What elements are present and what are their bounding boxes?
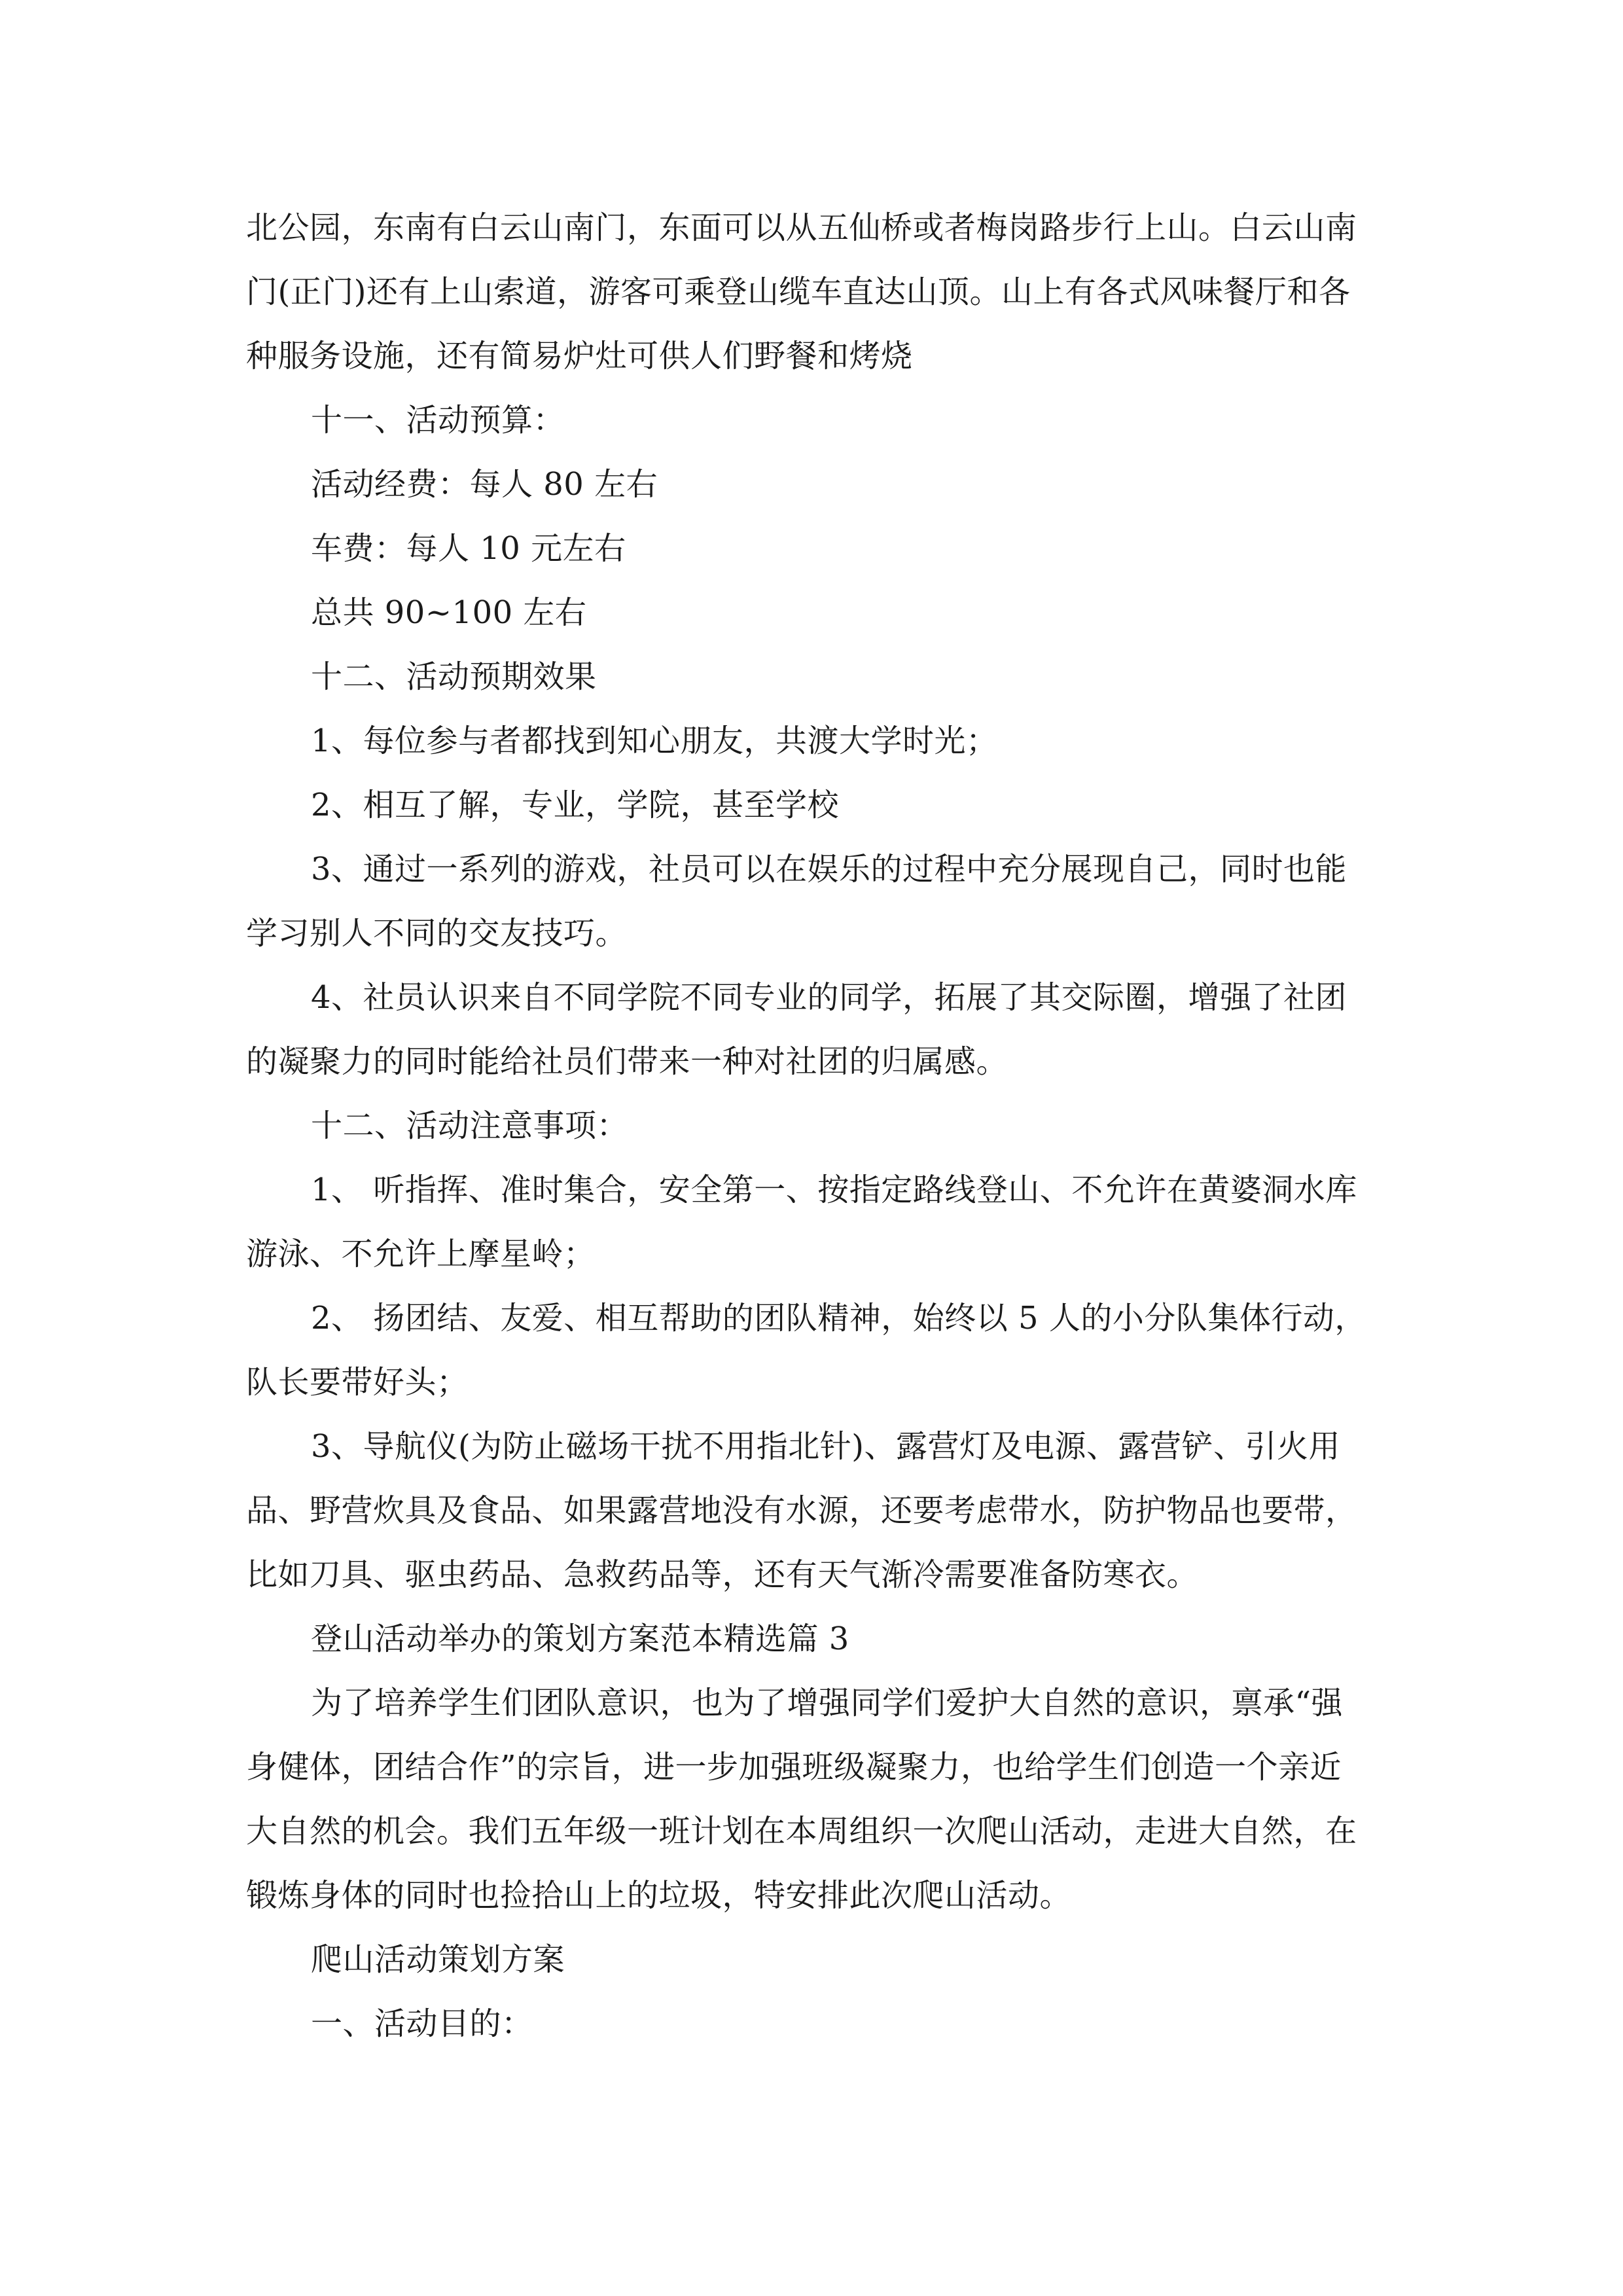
- text-line-22: 比如刀具、驱虫药品、急救药品等，还有天气渐冷需要准备防寒衣。: [246, 1556, 1199, 1593]
- text-line-25: 身健体，团结合作”的宗旨，进一步加强班级凝聚力，也给学生们创造一个亲近: [246, 1749, 1342, 1785]
- text-line-11: 3、通过一系列的游戏，社员可以在娱乐的过程中充分展现自己，同时也能: [311, 851, 1347, 888]
- text-line-6: 车费：每人 10 元左右: [311, 530, 626, 567]
- text-line-10: 2、相互了解，专业，学院，甚至学校: [311, 787, 840, 823]
- text-line-26: 大自然的机会。我们五年级一班计划在本周组织一次爬山活动，走进大自然，在: [246, 1813, 1357, 1850]
- text-line-2: 门(正门)还有上山索道，游客可乘登山缆车直达山顶。山上有各式风味餐厅和各: [246, 274, 1351, 310]
- text-line-3: 种服务设施，还有简易炉灶可供人们野餐和烤烧: [246, 338, 913, 374]
- section-heading-budget: 十一、活动预算：: [311, 402, 565, 439]
- section-heading-purpose: 一、活动目的：: [311, 2005, 533, 2042]
- text-line-14: 的凝聚力的同时能给社员们带来一种对社团的归属感。: [246, 1043, 1008, 1080]
- text-line-1: 北公园，东南有白云山南门，东面可以从五仙桥或者梅岗路步行上山。白云山南: [246, 209, 1357, 246]
- text-line-27: 锻炼身体的同时也捡拾山上的垃圾，特安排此次爬山活动。: [246, 1877, 1072, 1914]
- section-heading-expected-effect: 十二、活动预期效果: [311, 658, 597, 695]
- text-line-21: 品、野营炊具及食品、如果露营地没有水源，还要考虑带水，防护物品也要带，: [246, 1492, 1357, 1529]
- text-line-5: 活动经费：每人 80 左右: [311, 466, 658, 503]
- section-heading-notes: 十二、活动注意事项：: [311, 1107, 629, 1144]
- text-line-19: 队长要带好头；: [246, 1364, 469, 1401]
- text-line-24: 为了培养学生们团队意识，也为了增强同学们爱护大自然的意识，禀承“强: [311, 1685, 1344, 1721]
- text-line-18: 2、 扬团结、友爱、相互帮助的团队精神，始终以 5 人的小分队集体行动，: [311, 1300, 1366, 1336]
- text-line-17: 游泳、不允许上摩星岭；: [246, 1236, 596, 1272]
- text-line-20: 3、导航仪(为防止磁场干扰不用指北针)、露营灯及电源、露营铲、引火用: [311, 1428, 1340, 1465]
- text-line-13: 4、社员认识来自不同学院不同专业的同学，拓展了其交际圈，增强了社团: [311, 979, 1347, 1016]
- plan-title: 爬山活动策划方案: [311, 1941, 565, 1978]
- text-line-9: 1、每位参与者都找到知心朋友，共渡大学时光；: [311, 723, 998, 759]
- text-line-16: 1、 听指挥、准时集合，安全第一、按指定路线登山、不允许在黄婆洞水库: [311, 1172, 1357, 1208]
- text-line-7: 总共 90~100 左右: [311, 594, 587, 631]
- article-title-part-3: 登山活动举办的策划方案范本精选篇 3: [311, 1621, 849, 1657]
- text-line-12: 学习别人不同的交友技巧。: [246, 915, 628, 952]
